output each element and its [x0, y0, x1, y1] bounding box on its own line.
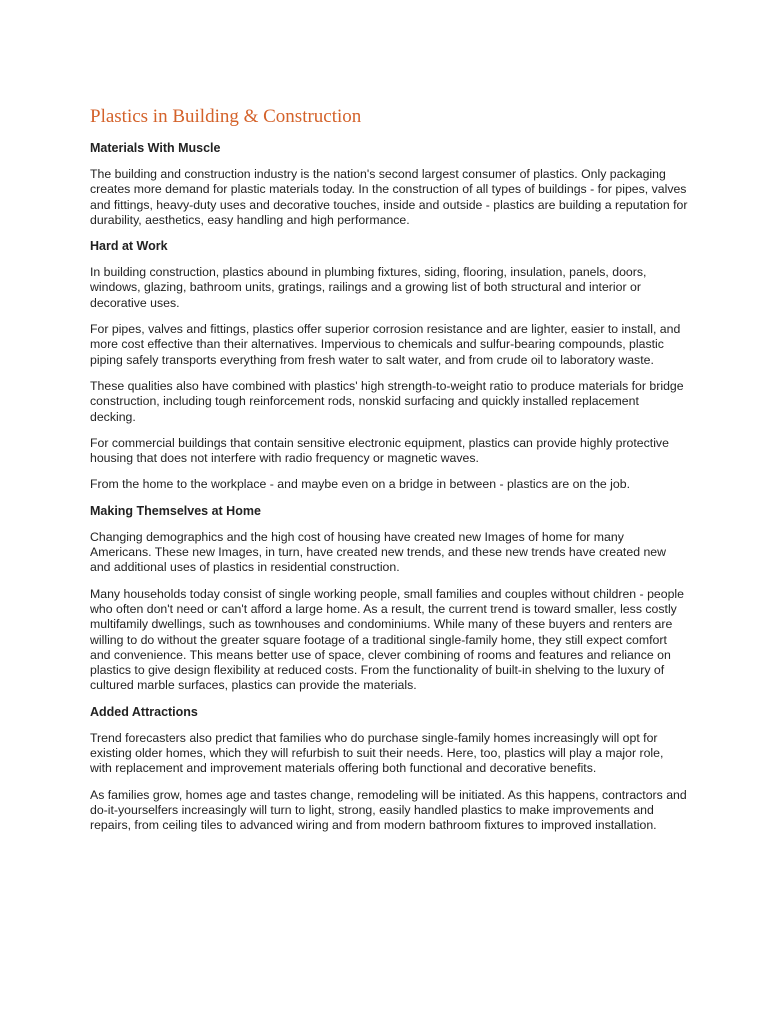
document-title: Plastics in Building & Construction — [90, 106, 362, 127]
paragraph: The building and construction industry is the nation's second largest consumer of plastics. Only packaging creates more demand for plastic materials today. In the construction of all types of buildings - for pipes, valves and fittings, heavy-duty uses and decorative touches, inside and outside - plastics are building a reputation for durability, aesthetics, easy handling and high performance. — [90, 167, 688, 227]
paragraph: In building construction, plastics abound in plumbing fixtures, siding, flooring, insulation, panels, doors, windows, glazing, bathroom units, gratings, railings and a growing list of both structural and interior or decorative uses. — [90, 265, 647, 310]
paragraph: Many households today consist of single working people, small families and couples without children - people who often don't need or can't afford a large home. As a result, the current trend is toward smaller, less costly multifamily dwellings, such as townhouses and condominiums. While many of these buyers and renters are willing to do without the greater square footage of a traditional single-family home, they still expect comfort and convenience. This means better use of space, clever combining of rooms and features and reliance on plastics to give design flexibility at reduced costs. From the functionality of built-in shelving to the luxury of cultured marble surfaces, plastics can provide the materials. — [90, 586, 684, 693]
section-heading-materials: Materials With Muscle — [90, 141, 221, 155]
section-heading-added-attractions: Added Attractions — [90, 704, 198, 719]
paragraph: Changing demographics and the high cost of housing have created new Images of home for many Americans. These new Images, in turn, have created new trends, and these new trends have created new and additional uses of plastics in residential construction. — [90, 529, 667, 575]
paragraph: As families grow, homes age and tastes change, remodeling will be initiated. As this happens, contractors and do-it-yourselfers increasingly will turn to light, strong, easily handled plastics to make improvements and repairs, from ceiling tiles to advanced wiring and from modern bathroom fixtures to improved installation. — [90, 787, 687, 833]
paragraph: For pipes, valves and fittings, plastics offer superior corrosion resistance and are lighter, easier to install, and more cost effective than their alternatives. Impervious to chemicals and sulfur-bearing compounds, plastic piping safely transports everything from fresh water to salt water, and from crude oil to laboratory waste. — [90, 322, 681, 367]
paragraph: Trend forecasters also predict that families who do purchase single-family homes increasingly will opt for existing older homes, which they will refurbish to suit their needs. Here, too, plastics will play a major role, with replacement and improvement materials offering both functional and decorative benefits. — [90, 730, 664, 776]
section-heading-making-themselves-at-home: Making Themselves at Home — [90, 503, 261, 518]
section-heading-hard-at-work: Hard at Work — [90, 239, 168, 254]
paragraph: These qualities also have combined with plastics' high strength-to-weight ratio to produce materials for bridge construction, including tough reinforcement rods, nonskid surfacing and quickly installed replacement decking. — [90, 378, 684, 424]
paragraph: From the home to the workplace - and maybe even on a bridge in between - plastics are on the job. — [90, 477, 631, 492]
paragraph: For commercial buildings that contain sensitive electronic equipment, plastics can provide highly protective housing that does not interfere with radio frequency or magnetic waves. — [90, 435, 669, 466]
